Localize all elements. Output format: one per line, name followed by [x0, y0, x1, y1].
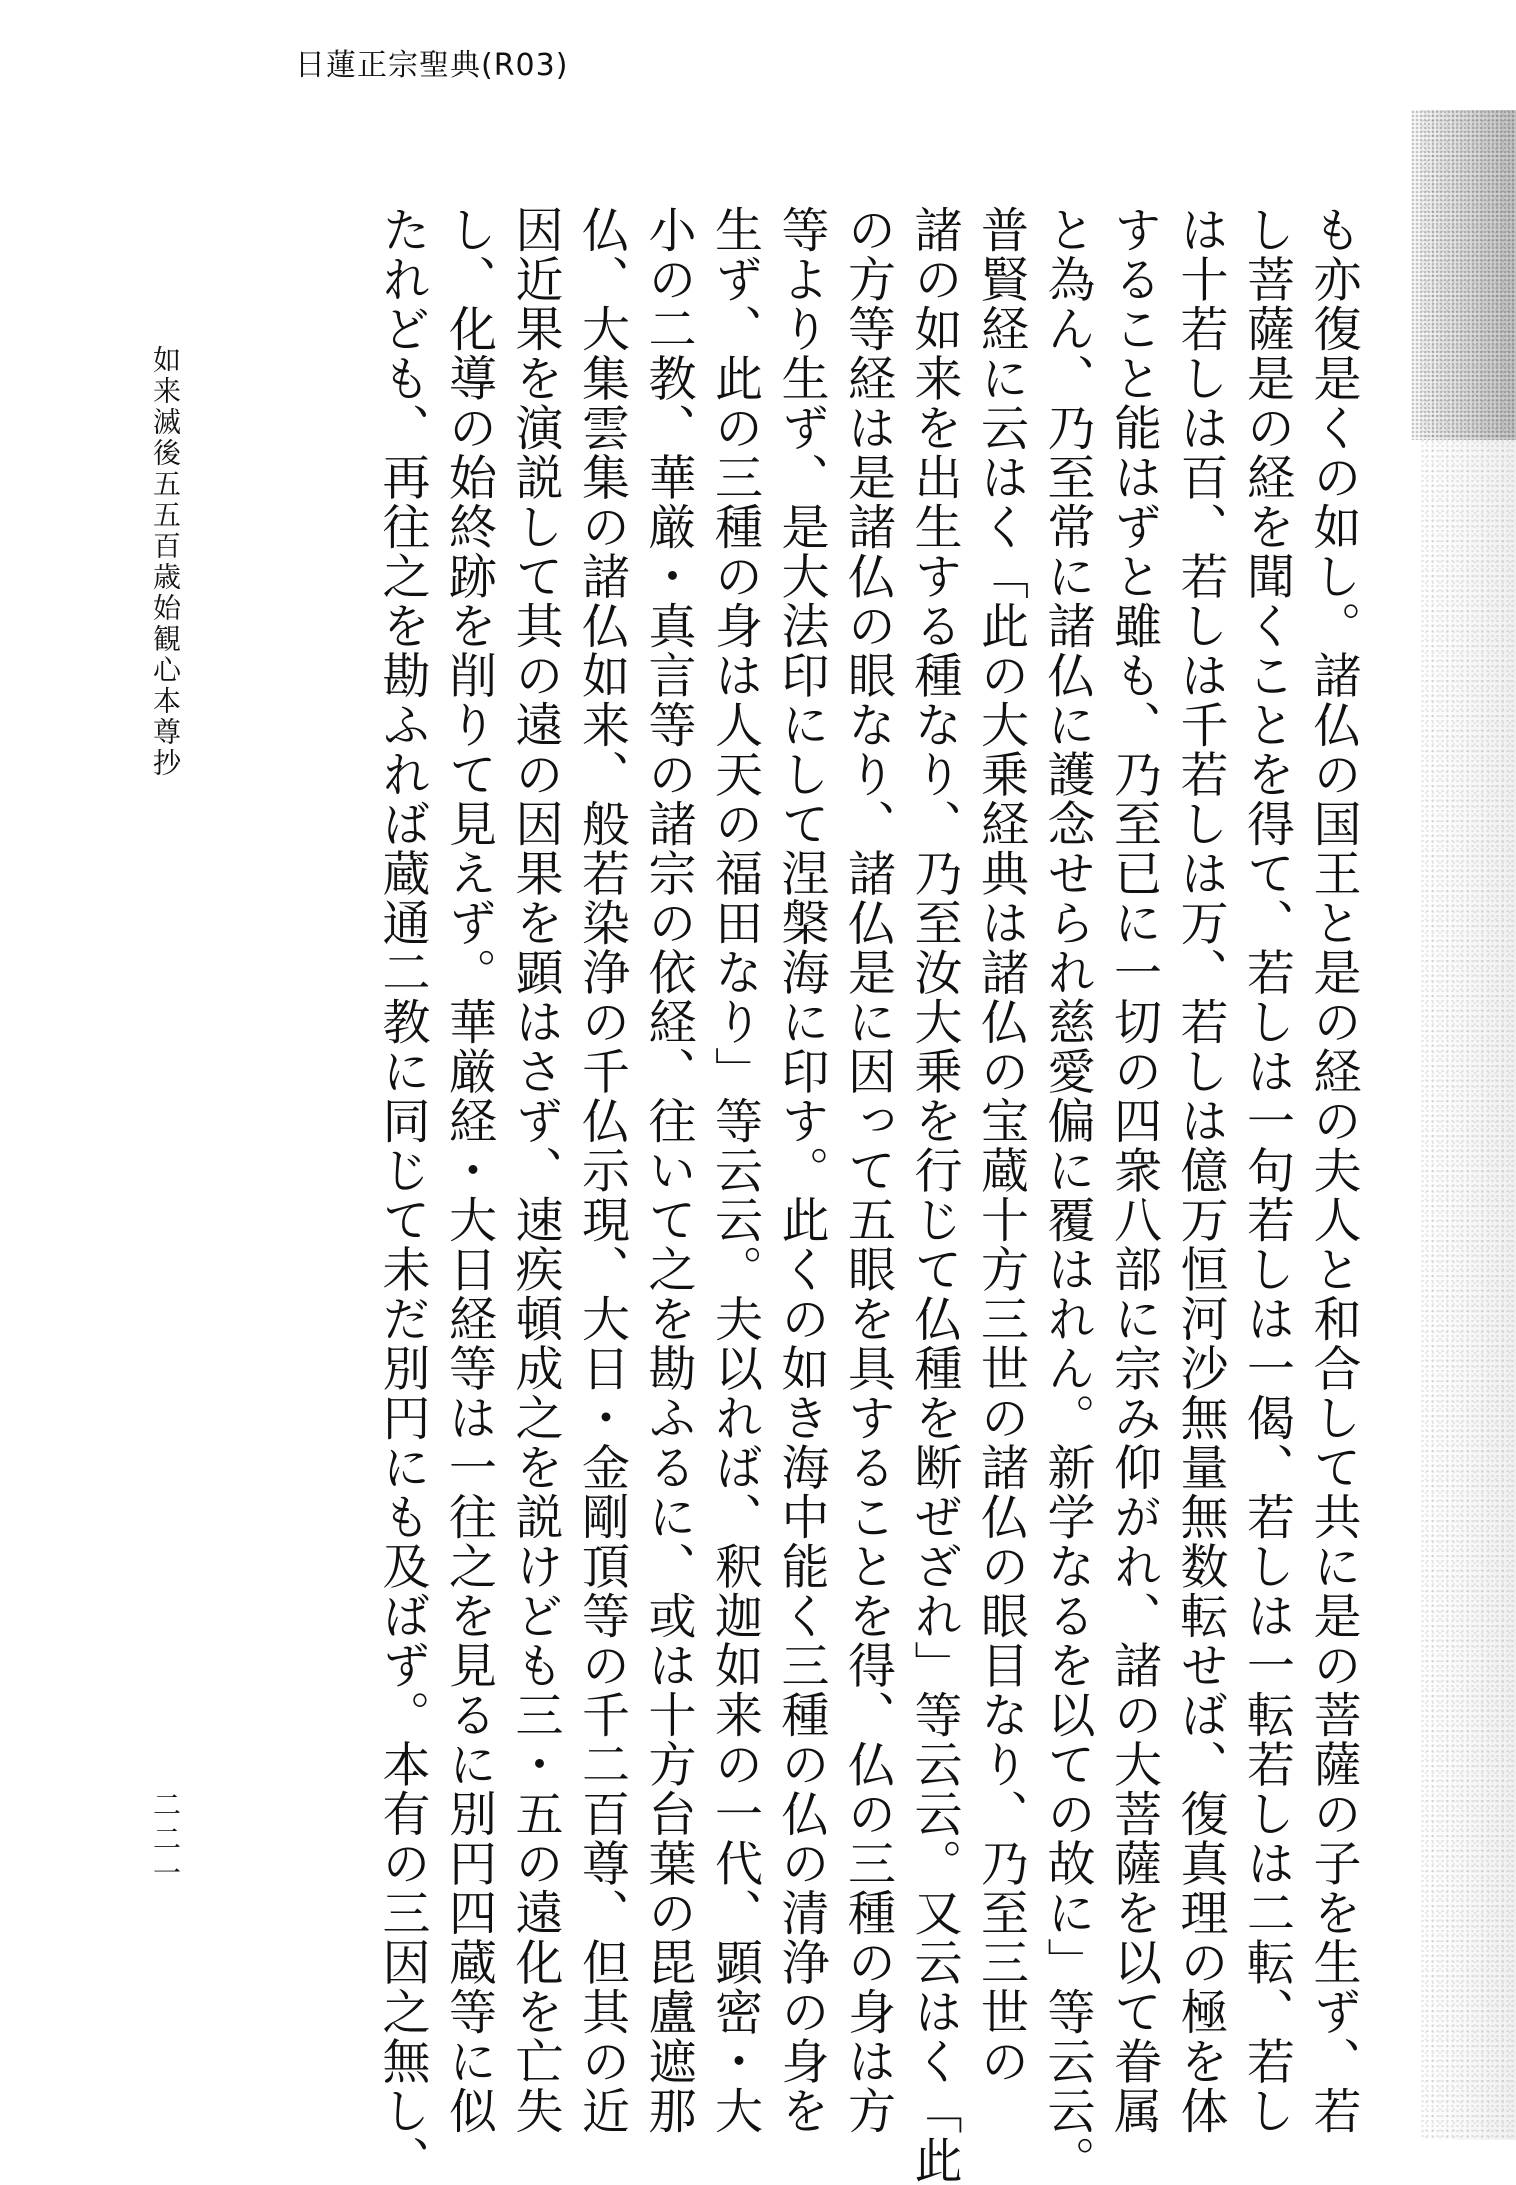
- text-column-9: 等より生ず、是大法印にして涅槃海に印す。此くの如き海中能く三種の仏の清浄の身を: [773, 205, 829, 2136]
- scan-edge-shading-top: [1411, 110, 1516, 440]
- text-column-13: 因近果を演説して其の遠の因果を顕はさず、速疾頓成之を説けども三・五の遠化を亡失: [507, 205, 563, 2136]
- text-column-10: 生ず、此の三種の身は人天の福田なり」等云云。夫以れば、釈迦如来の一代、顕密・大: [706, 205, 763, 2136]
- text-column-4: すること能はずと雖も、乃至已に一切の四衆八部に宗み仰がれ、諸の大菩薩を以て眷属: [1105, 205, 1162, 2136]
- text-column-5: と為ん、乃至常に諸仏に護念せられ慈愛偏に覆はれん。新学なるを以ての故に」等云云。: [1039, 205, 1095, 2185]
- text-column-8: の方等経は是諸仏の眼なり、諸仏是に因って五眼を具することを得、仏の三種の身は方: [839, 205, 896, 2136]
- text-column-2: し菩薩是の経を聞くことを得て、若しは一句若しは一偈、若しは一転若しは二転、若し: [1238, 205, 1295, 2136]
- book-title-header: 日蓮正宗聖典(R03): [295, 48, 569, 83]
- text-column-1: も亦復是くの如し。諸仏の国王と是の経の夫人と和合して共に是の菩薩の子を生ず、若: [1305, 205, 1361, 2136]
- running-title: 如来滅後五五百歳始観心本尊抄: [149, 345, 182, 779]
- text-column-12: 仏、大集雲集の諸仏如来、般若染浄の千仏示現、大日・金剛頂等の千二百尊、但其の近: [573, 205, 630, 2136]
- page-number: 二二一: [149, 1790, 182, 1892]
- main-text-block: [369, 205, 1367, 2185]
- text-column-15: たれども、再往之を勘ふれば蔵通二教に同じて未だ別円にも及ばず。本有の三因之無し、: [374, 205, 430, 2185]
- text-column-7: 諸の如来を出生する種なり、乃至汝大乗を行じて仏種を断ぜざれ」等云云。又云はく「此: [906, 205, 962, 2185]
- text-column-3: は十若しは百、若しは千若しは万、若しは億万恒河沙無量無数転せば、復真理の極を体: [1172, 205, 1228, 2136]
- text-column-14: し、化導の始終跡を削りて見えず。華厳経・大日経等は一往之を見るに別円四蔵等に似: [440, 205, 497, 2136]
- text-column-6: 普賢経に云はく「此の大乗経典は諸仏の宝蔵十方三世の諸仏の眼目なり、乃至三世の: [972, 205, 1029, 2086]
- text-column-11: 小の二教、華厳・真言等の諸宗の依経、往いて之を勘ふるに、或は十方台葉の毘盧遮那: [640, 205, 696, 2136]
